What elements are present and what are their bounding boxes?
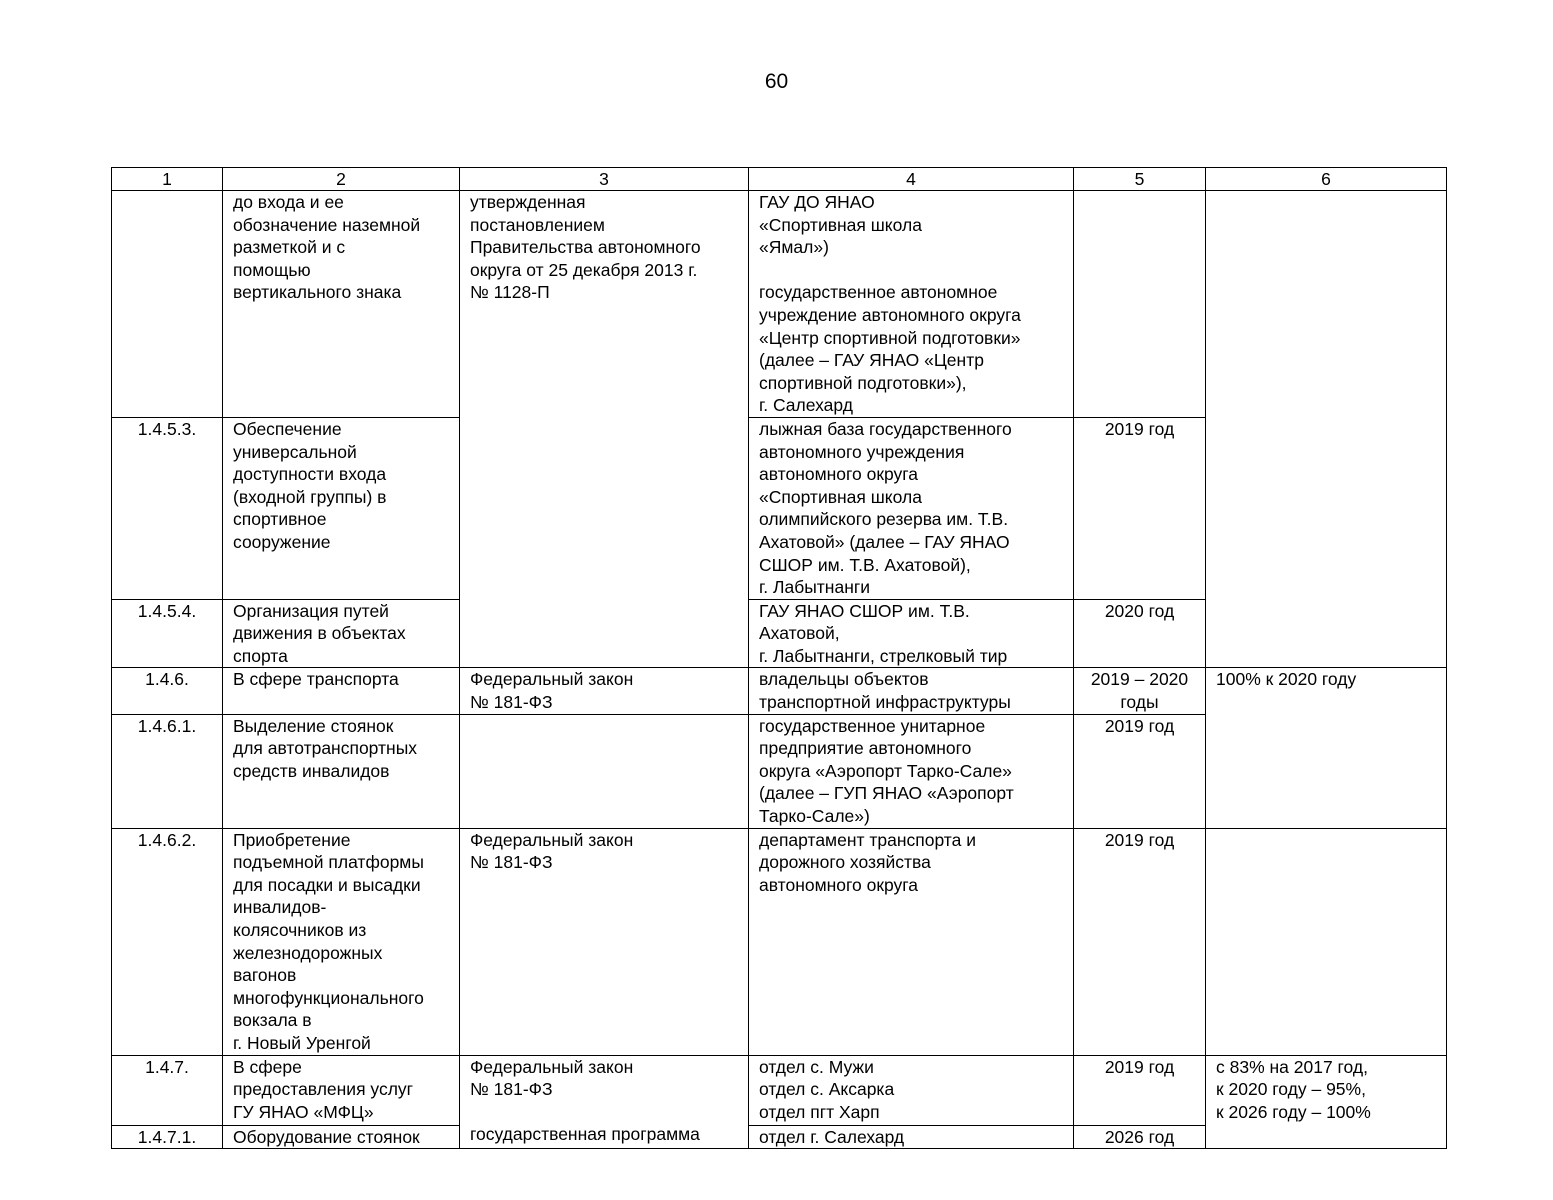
header-cell: 4	[749, 168, 1074, 191]
cell-legal-basis: Федеральный закон № 181-ФЗ государственная программа	[460, 1055, 749, 1149]
cell-organization: государственное унитарное предприятие автономного округа «Аэропорт Тарко-Сале» (далее – ГУП ЯНАО «Аэропорт Тарко-Сале»)	[749, 714, 1074, 828]
cell-indicator: 100% к 2020 году	[1206, 668, 1447, 828]
header-cell: 2	[223, 168, 460, 191]
header-cell: 1	[112, 168, 223, 191]
cell-measure: Оборудование стоянок	[223, 1125, 460, 1149]
table-row	[112, 1055, 1447, 1125]
cell-period	[1074, 191, 1206, 418]
cell-period: 2020 год	[1074, 599, 1206, 668]
cell-period: 2026 год	[1074, 1125, 1206, 1149]
cell-period: 2019 год	[1074, 417, 1206, 599]
measures-table	[111, 167, 1447, 1149]
cell-number: 1.4.5.4.	[112, 599, 223, 668]
cell-measure: В сфере предоставления услуг ГУ ЯНАО «МФЦ»	[223, 1055, 460, 1125]
header-cell: 3	[460, 168, 749, 191]
cell-organization: ГАУ ЯНАО СШОР им. Т.В. Ахатовой, г. Лабытнанги, стрелковый тир	[749, 599, 1074, 668]
cell-legal-basis: Федеральный закон № 181-ФЗ	[460, 828, 749, 1055]
cell-number: 1.4.7.	[112, 1055, 223, 1125]
cell-legal-basis: утвержденная постановлением Правительства автономного округа от 25 декабря 2013 г. № 1128-П	[460, 191, 749, 668]
page-number: 60	[764, 70, 789, 93]
cell-number	[112, 191, 223, 418]
cell-measure: Выделение стоянок для автотранспортных средств инвалидов	[223, 714, 460, 828]
cell-legal-basis: Федеральный закон № 181-ФЗ	[460, 668, 749, 714]
table-row	[112, 191, 1447, 418]
cell-indicator	[1206, 191, 1447, 668]
cell-period: 2019 год	[1074, 1055, 1206, 1125]
table-row	[112, 668, 1447, 714]
cell-indicator	[1206, 828, 1447, 1055]
cell-period: 2019 – 2020 годы	[1074, 668, 1206, 714]
cell-period: 2019 год	[1074, 828, 1206, 1055]
cell-organization: лыжная база государственного автономного учреждения автономного округа «Спортивная школа олимпийского резерва им. Т.В. Ахатовой» (далее – ГАУ ЯНАО СШОР им. Т.В. Ахатовой), г. Лабытнанги	[749, 417, 1074, 599]
cell-number: 1.4.5.3.	[112, 417, 223, 599]
cell-organization: ГАУ ДО ЯНАО «Спортивная школа «Ямал») государственное автономное учреждение автономного округа «Центр спортивной подготовки» (далее – ГАУ ЯНАО «Центр спортивной подготовки»), г. Салехард	[749, 191, 1074, 418]
cell-organization: отдел с. Мужи отдел с. Аксарка отдел пгт Харп	[749, 1055, 1074, 1125]
cell-organization: отдел г. Салехард	[749, 1125, 1074, 1149]
table-row	[112, 828, 1447, 1055]
cell-indicator: с 83% на 2017 год, к 2020 году – 95%, к 2026 году – 100%	[1206, 1055, 1447, 1149]
cell-measure: В сфере транспорта	[223, 668, 460, 714]
cell-number: 1.4.6.2.	[112, 828, 223, 1055]
cell-measure: Организация путей движения в объектах спорта	[223, 599, 460, 668]
cell-organization: департамент транспорта и дорожного хозяйства автономного округа	[749, 828, 1074, 1055]
cell-organization: владельцы объектов транспортной инфраструктуры	[749, 668, 1074, 714]
header-cell: 6	[1206, 168, 1447, 191]
cell-number: 1.4.6.1.	[112, 714, 223, 828]
header-cell: 5	[1074, 168, 1206, 191]
cell-period: 2019 год	[1074, 714, 1206, 828]
cell-measure: Обеспечение универсальной доступности входа (входной группы) в спортивное сооружение	[223, 417, 460, 599]
cell-number: 1.4.6.	[112, 668, 223, 714]
cell-measure: Приобретение подъемной платформы для посадки и высадки инвалидов- колясочников из железнодорожных вагонов многофункционального вокзала в г. Новый Уренгой	[223, 828, 460, 1055]
table-header-row	[112, 168, 1447, 191]
cell-measure: до входа и ее обозначение наземной разметкой и с помощью вертикального знака	[223, 191, 460, 418]
cell-legal-basis	[460, 714, 749, 828]
cell-number: 1.4.7.1.	[112, 1125, 223, 1149]
